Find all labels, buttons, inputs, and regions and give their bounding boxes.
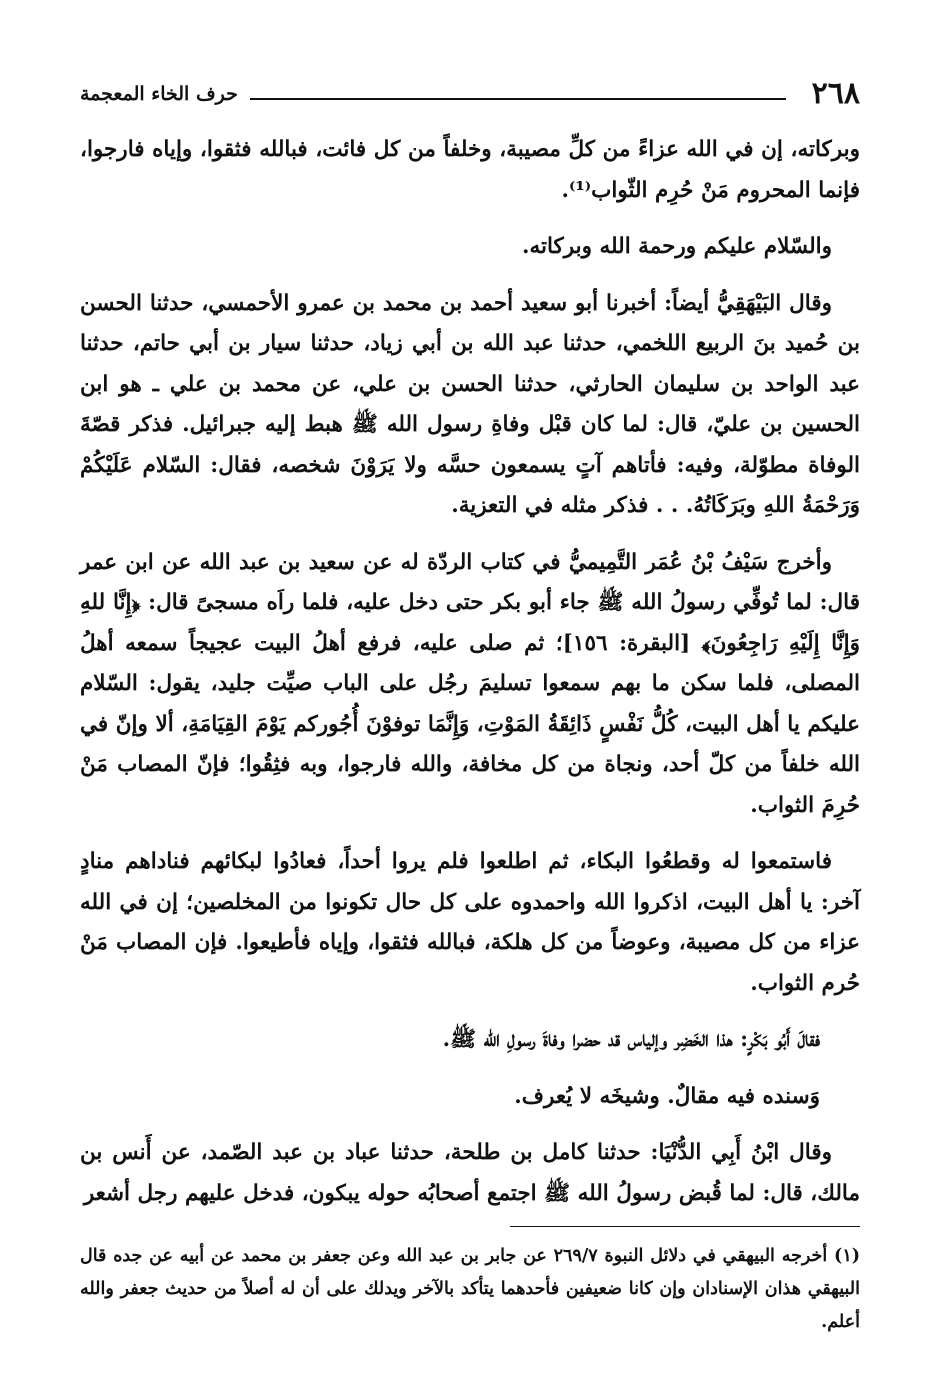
paragraph: فاستمعوا له وقطعُوا البكاء، ثم اطلعوا فلم يروا أحداً، فعادُوا لبكائهم فناداهم منادٍ آخر: يا أهل البيت، اذكروا الله واحمدوه على كل حال تكونوا من المخلصين؛ إن في الله عزاء من كل مصيبة، وعوضاً من كل هلكة، فبالله فثقوا، وإياه فأطيعوا. فإن المصاب مَنْ حُرم الثواب. <box>80 849 860 996</box>
paragraph: وقال البَيْهَقِيُّ أيضاً: أخبرنا أبو سعيد أحمد بن محمد بن عمرو الأحمسي، حدثنا الحسن بن حُميد بنَ الربيع اللخمي، حدثنا عبد الله بن أبي زياد، حدثنا سيار بن أبي حاتم، حدثنا عبد الواحد بن سليمان الحارثي، حدثنا الحسن بن علي، عن محمد بن علي ـ هو ابن الحسين بن عليّ، قال: لما كان قبْل وفاةِ رسول الله ﷺ هبط إليه جبرائيل. فذكر قصّةَ الوفاة مطوّلة، وفيه: فأتاهم آتٍ يسمعون حسَّه ولا يَرَوْنَ شخصه، فقال: السّلام عَلَيْكُمْ وَرَحْمَةُ اللهِ وبَرَكَاتُهُ. . . فذكر مثله في التعزية. <box>80 290 860 518</box>
page-number: ٢٦٨ <box>811 76 860 111</box>
paragraph: وأخرج سَيْفُ بْنُ عُمَر التَّمِيميُّ في كتاب الردّة له عن سعيد بن عبد الله عن ابن عمر قال: لما تُوفِّي رسولُ الله ﷺ جاء أبو بكر حتى دخل عليه، فلما راَه مسجىً قال: ﴿إِنَّا للهِ وَإِنَّا إِلَيْهِ رَاجِعُونَ﴾ [البقرة: ١٥٦]؛ ثم صلى عليه، فرفع أهلُ البيت عجيجاً سمعه أهلُ المصلى، فلما سكن ما بهم سمعوا تسليمَ رجُل على الباب صيِّت جليد، يقول: السّلام عليكم يا أهل البيت، كُلُّ نَفْسٍ ذَائِقَةُ المَوْتِ، وَإِنَّمَا توفوْنَ أُجُوركم يَوْمَ القِيَامَةِ، ألا وإنّ في الله خلفاً من كلّ أحد، ونجاة من كل مخافة، والله فارجوا، وبه فثِقُوا؛ فإنّ المصاب مَنْ حُرِمَ الثواب. <box>80 549 860 818</box>
header-rule <box>250 98 786 100</box>
paragraph: والسّلام عليكم ورحمة الله وبركاته. <box>522 234 832 259</box>
footnote-text: (١) أخرجه البيهقي في دلائل النبوة ٢٦٩/٧ عن جابر بن عبد الله وعن جعفر بن محمد عن أبيه عن جده قال البيهقي هذان الإسنادان وإن كانا ضعيفين فأحدهما يتأكد بالآخر ويدلك على أن له أصلاً من حديث جعفر والله أعلم. <box>80 1246 860 1332</box>
footnote-rule <box>510 1226 860 1227</box>
running-title: حرف الخاء المعجمة <box>80 83 238 105</box>
paragraph: فقالَ أَبُو بَكْرٍ: هذا الخَضِر وإلياس قد حضرا وفاةَ رسولِ الله ﷺ. <box>442 1027 820 1052</box>
paragraph: وَسنده فيه مقالٌ. وشيخَه لا يُعرف. <box>514 1083 820 1109</box>
footnote <box>80 1240 860 1339</box>
main-text <box>80 130 860 1230</box>
paragraph: وبركاته، إن في الله عزاءً من كلِّ مصيبة، وخلفاً من كل فائت، فبالله فثقوا، وإياه فارجوا، فإنما المحروم مَنْ حُرِم الثّواب⁽¹⁾. <box>80 137 860 203</box>
paragraph: وقال ابْنُ أَبِي الدُّنْيَا: حدثنا كامل بن طلحة، حدثنا عباد بن عبد الصّمد، عن أَنس بن مالك، قال: لما قُبض رسولُ الله ﷺ اجتمع أصحابُه حوله يبكون، فدخل عليهم رجل أشعر <box>80 1140 860 1206</box>
page-header <box>80 76 860 116</box>
